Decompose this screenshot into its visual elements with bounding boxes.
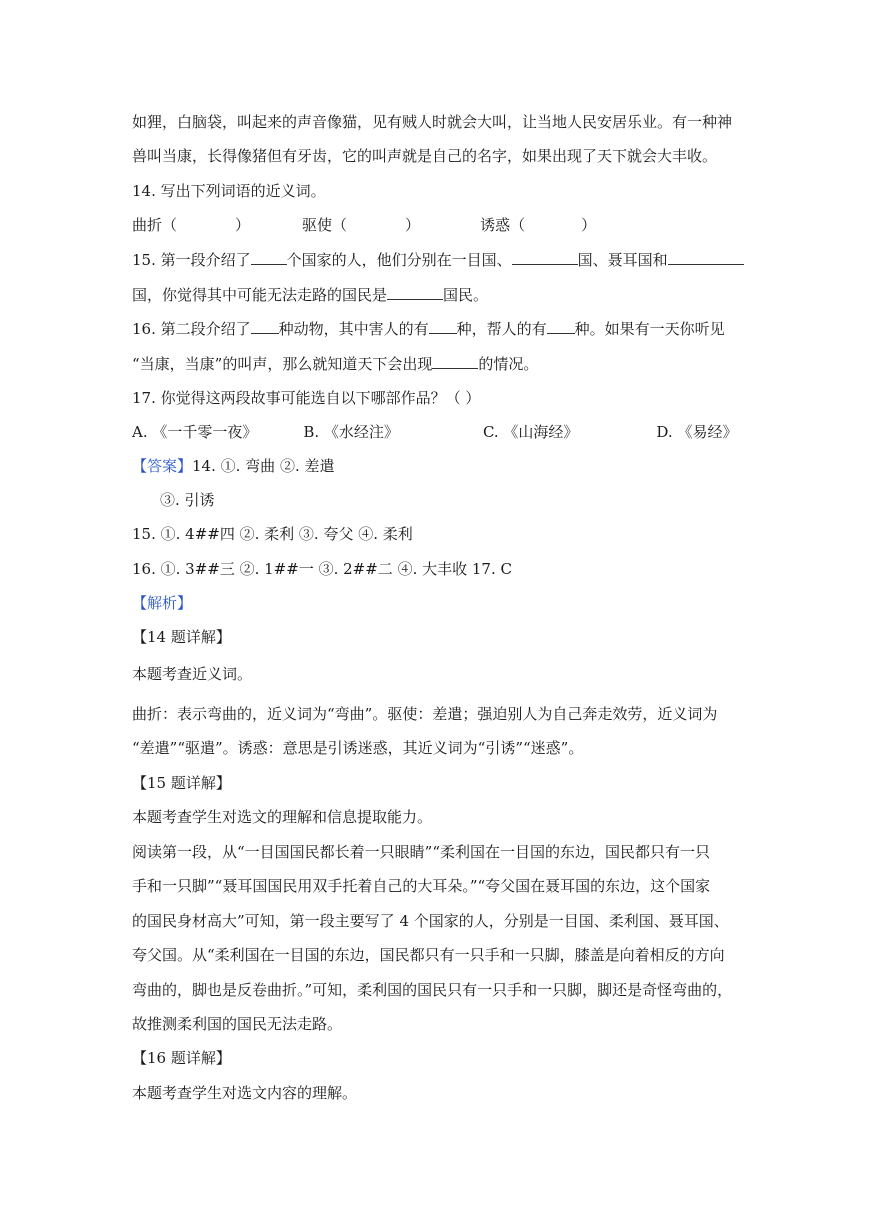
- blank-5: [251, 319, 279, 334]
- blank-8: [432, 354, 478, 369]
- analysis-14-line-1: 本题考查近义词。: [132, 665, 253, 683]
- heading-15: 【15 题详解】: [132, 774, 231, 792]
- answer-line-2: ③. 引诱: [160, 491, 215, 509]
- question-16-line-1: 16. 第二段介绍了 种动物，其中害人的有 种，帮人的有 种。如果有一天你听见: [132, 320, 725, 338]
- question-14-words: [132, 215, 596, 235]
- word-1-close: ）: [235, 216, 251, 234]
- word-3-label: 诱惑（: [480, 216, 526, 234]
- option-d: D. 《易经》: [656, 423, 738, 441]
- question-17-title: 17. 你觉得这两段故事可能选自以下哪部作品？（ ）: [132, 389, 481, 407]
- word-1-label: 曲折（: [132, 216, 178, 234]
- heading-16: 【16 题详解】: [132, 1049, 231, 1067]
- word-3-close: ）: [581, 216, 597, 234]
- blank-4: [387, 285, 443, 300]
- question-14-title: 14. 写出下列词语的近义词。: [132, 182, 326, 200]
- option-c: C. 《山海经》: [482, 423, 579, 441]
- question-16-line-2: “当康，当康”的叫声，那么就知道天下会出现 的情况。: [132, 355, 539, 373]
- intro-line-1: 如狸，白脑袋，叫起来的声音像猫，见有贼人时就会大叫，让当地人民安居乐业。有一种神: [132, 113, 733, 131]
- blank-6: [429, 319, 457, 334]
- blank-7: [547, 319, 575, 334]
- intro-line-2: 兽叫当康，长得像猪但有牙齿，它的叫声就是自己的名字，如果出现了天下就会大丰收。: [132, 147, 718, 165]
- word-2-label: 驱使（: [302, 216, 348, 234]
- blank-3: [668, 250, 744, 265]
- analysis-16-line-1: 本题考查学生对选文内容的理解。: [132, 1084, 358, 1102]
- analysis-15-line-5: 夸父国。从“柔利国在一目国的东边，国民都只有一只手和一只脚，膝盖是向着相反的方向: [132, 946, 725, 964]
- analysis-15-line-6: 弯曲的，脚也是反卷曲折。”可知，柔利国的国民只有一只手和一只脚，脚还是奇怪弯曲的，: [132, 981, 733, 999]
- blank-2: [512, 250, 578, 265]
- blank-1: [251, 250, 287, 265]
- question-15-line-1: 15. 第一段介绍了 个国家的人，他们分别在一目国、 国、聂耳国和: [132, 250, 744, 270]
- heading-14: 【14 题详解】: [132, 628, 231, 646]
- answer-tag: 【答案】: [132, 457, 193, 475]
- analysis-15-line-4: 的国民身材高大”可知，第一段主要写了 4 个国家的人，分别是一目国、柔利国、聂耳国、: [132, 912, 729, 930]
- analysis-15-line-7: 故推测柔利国的国民无法走路。: [132, 1015, 343, 1033]
- question-15-line-2: 国，你觉得其中可能无法走路的国民是 国民。: [132, 286, 489, 304]
- analysis-tag: 【解析】: [132, 594, 193, 612]
- analysis-14-line-2: 曲折：表示弯曲的，近义词为“弯曲”。驱使：差遣；强迫别人为自己奔走效劳，近义词为: [132, 705, 718, 723]
- analysis-14-line-3: “差遣”“驱遣”。诱惑：意思是引诱迷惑，其近义词为“引诱”“迷惑”。: [132, 739, 584, 757]
- answer-line-1: 【答案】14. ①. 弯曲 ②. 差遣: [132, 457, 335, 475]
- analysis-15-line-1: 本题考查学生对选文的理解和信息提取能力。: [132, 808, 433, 826]
- word-2-close: ）: [405, 216, 421, 234]
- answer-line-4: 16. ①. 3##三 ②. 1##一 ③. 2##二 ④. 大丰收 17. C: [132, 560, 512, 578]
- option-a: A. 《一千零一夜》: [132, 423, 258, 441]
- analysis-15-line-3: 手和一只脚”“聂耳国国民用双手托着自己的大耳朵。”“夸父国在聂耳国的东边，这个国家: [132, 877, 711, 895]
- question-17-options: [132, 422, 737, 442]
- analysis-15-line-2: 阅读第一段，从“一目国国民都长着一只眼睛”“柔利国在一目国的东边，国民都只有一只: [132, 843, 711, 861]
- answer-line-3: 15. ①. 4##四 ②. 柔利 ③. 夸父 ④. 柔利: [132, 525, 413, 543]
- option-b: B. 《水经注》: [303, 423, 399, 441]
